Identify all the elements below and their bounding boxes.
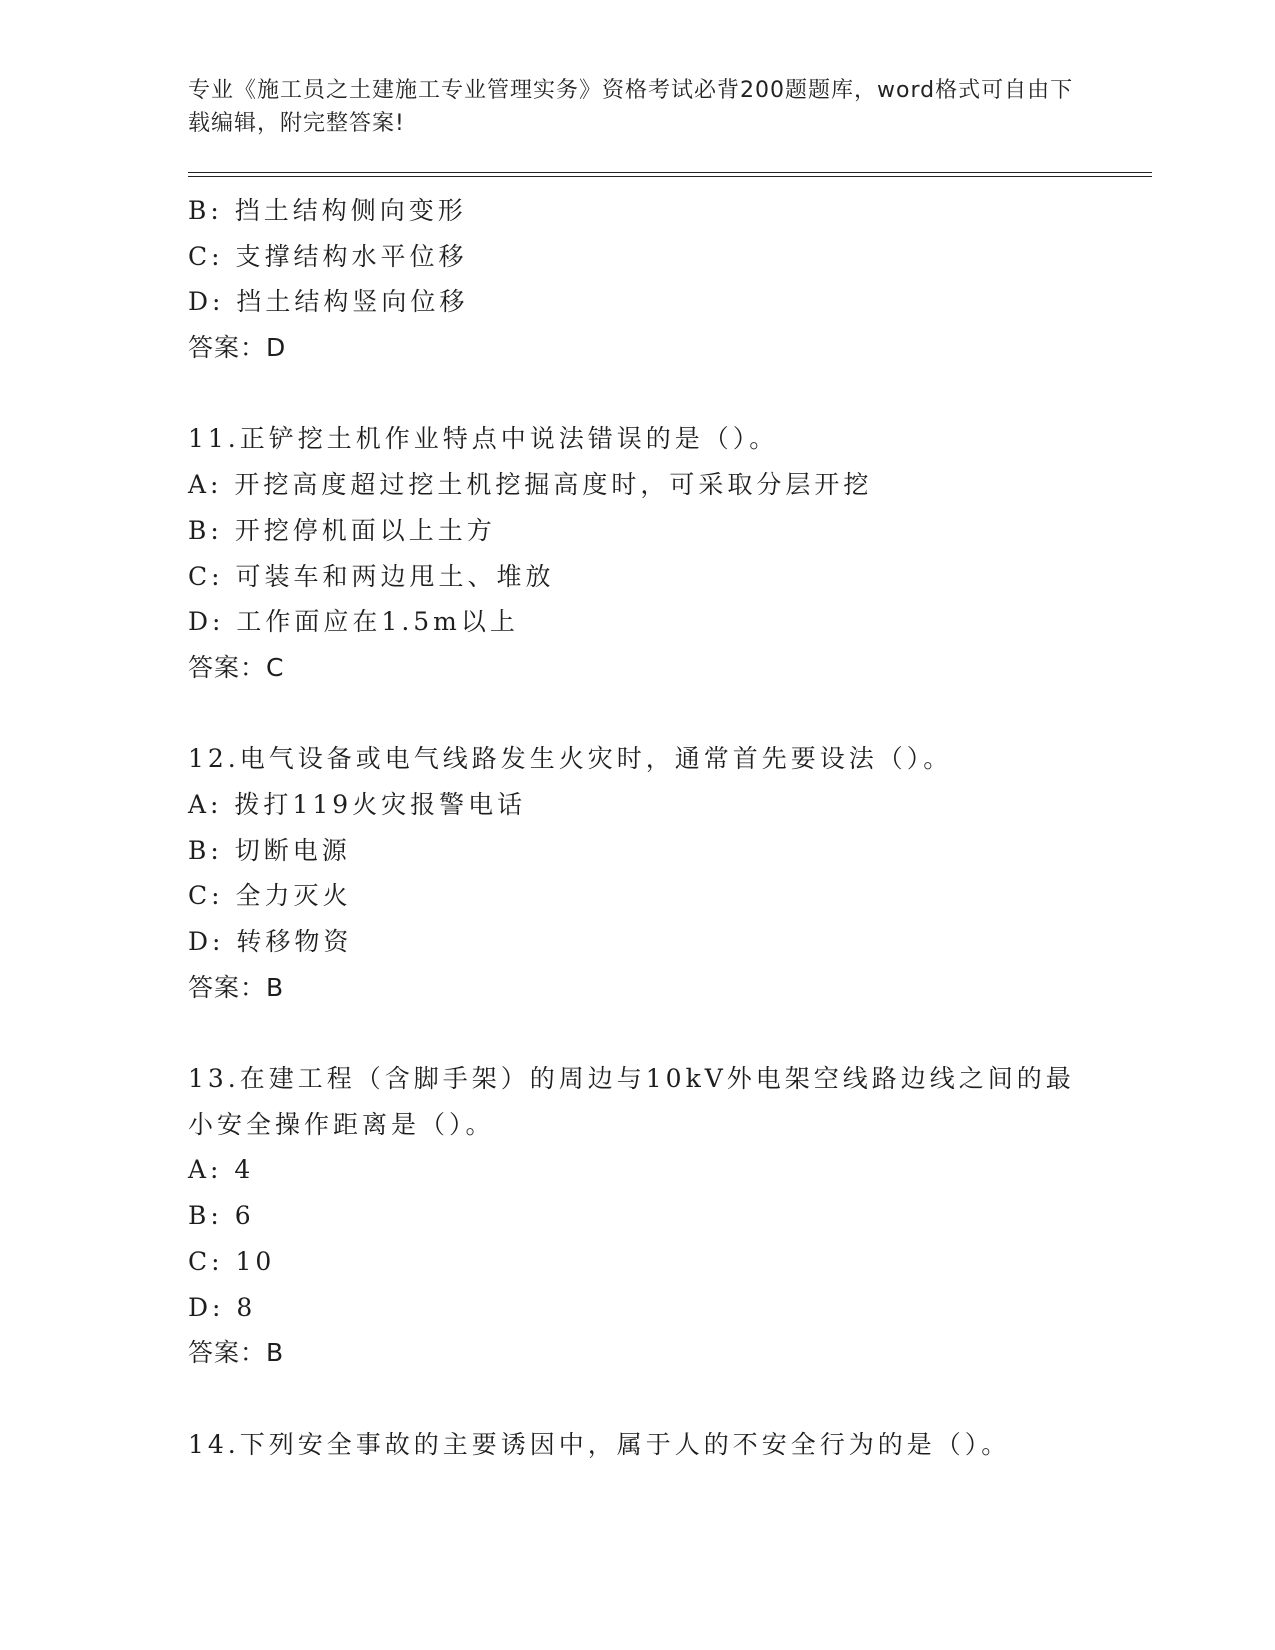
answer: 答案：B [188,1338,285,1368]
question-12 [188,736,1128,1010]
spacer [188,691,1128,737]
option-c: C: 全力灭火 [188,881,352,911]
option-d: D: 挡土结构竖向位移 [188,287,469,317]
question-text-line-2: 小安全操作距离是（）。 [188,1109,495,1139]
spacer [188,1376,1128,1422]
option-b: B: 6 [188,1201,255,1231]
option-c: C: 支撑结构水平位移 [188,241,468,271]
question-10-tail [188,188,1128,371]
option-b: B: 挡土结构侧向变形 [188,196,467,225]
spacer [188,1010,1128,1056]
answer: 答案：C [188,652,285,682]
answer: 答案：D [188,333,287,363]
question-13 [188,1056,1128,1376]
question-text-line-1: 13.在建工程（含脚手架）的周边与10kV外电架空线路边线之间的最 [188,1064,1075,1094]
question-11 [188,416,1128,690]
question-14 [188,1422,1128,1468]
option-c: C: 可装车和两边甩土、堆放 [188,561,555,591]
option-b: B: 切断电源 [188,835,351,865]
option-a: A: 4 [188,1155,255,1185]
header-title: 专业《施工员之土建施工专业管理实务》资格考试必背200题题库，word格式可自由下载编辑，附完整答案! [188,78,1074,136]
option-d: D: 8 [188,1292,257,1322]
document-header [188,74,1088,140]
question-list [188,188,1128,1467]
header-rule-top [188,172,1152,173]
option-d: D: 工作面应在1.5m以上 [188,607,519,637]
question-text: 11.正铲挖土机作业特点中说法错误的是（）。 [188,424,779,454]
option-a: A: 拨打119火灾报警电话 [188,789,527,819]
option-d: D: 转移物资 [188,927,353,956]
question-text: 12.电气设备或电气线路发生火灾时，通常首先要设法（）。 [188,744,953,774]
question-text: 14.下列安全事故的主要诱因中，属于人的不安全行为的是（）。 [188,1429,1011,1459]
option-a: A: 开挖高度超过挖土机挖掘高度时，可采取分层开挖 [188,470,873,500]
answer: 答案：B [188,972,285,1002]
header-rule-bottom [188,176,1152,177]
option-c: C: 10 [188,1246,276,1276]
spacer [188,371,1128,417]
option-b: B: 开挖停机面以上土方 [188,515,496,545]
